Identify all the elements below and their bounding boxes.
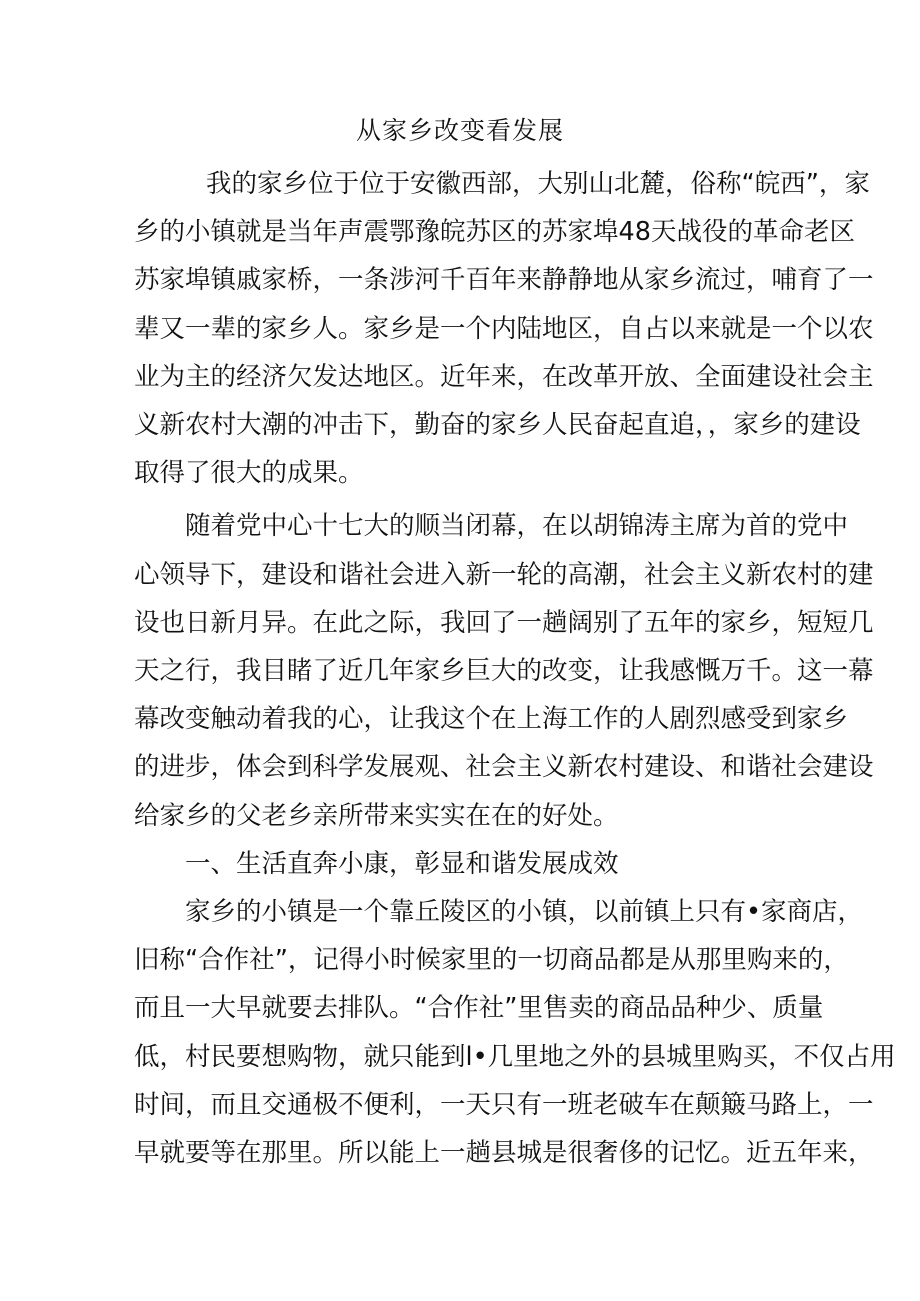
paragraph-line: 家乡的小镇是一个靠丘陵区的小镇，以前镇上只有•家商店，: [185, 897, 864, 928]
paragraph-line: 给家乡的父老乡亲所带来实实在在的好处。: [134, 800, 619, 831]
paragraph-line: 我的家乡位于位于安徽西部，大别山北麓，俗称“皖西”，家: [206, 169, 870, 199]
section-heading: [134, 840, 790, 888]
paragraph-line: 的进步，体会到科学发展观、社会主义新农村建设、和谐社会建设: [134, 752, 874, 783]
paragraph-line: 幕改变触动着我的心，让我这个在上海工作的人剧烈感受到家乡: [134, 704, 849, 735]
paragraph-line: 早就要等在那里。所以能上一趟县城是很奢侈的记忆。近五年来，: [134, 1138, 874, 1169]
paragraph-line: 时间，而且交通极不便利，一天只有一班老破车在颠簸马路上，一: [134, 1089, 874, 1120]
paragraph-2: [134, 502, 874, 839]
paragraph-line: 辈又一辈的家乡人。家乡是一个内陆地区，自占以来就是一个以农: [134, 313, 874, 344]
section-heading-text: 一、生活直奔小康，彰显和谐发展成效: [185, 848, 619, 879]
paragraph-3: [134, 888, 896, 1177]
paragraph-line: 天之行，我目睹了近几年家乡巨大的改变，让我感慨万千。这一幕: [134, 656, 874, 687]
paragraph-line: 旧称“合作社”，记得小时候家里的一切商品都是从那里购来的，: [134, 945, 849, 976]
paragraph-line: 义新农村大潮的冲击下，勤奋的家乡人民奋起直追，，家乡的建设: [134, 410, 861, 441]
paragraph-line: 取得了很大的成果。: [134, 458, 364, 489]
paragraph-line: 心领导下，建设和谐社会进入新一轮的高潮，社会主义新农村的建: [134, 559, 874, 590]
paragraph-line: 苏家埠镇戚家桥，一条涉河千百年来静静地从家乡流过，哺育了一: [134, 265, 874, 296]
paragraph-line: 设也日新月异。在此之际，我回了一趟阔别了五年的家乡，短短几: [134, 607, 874, 638]
paragraph-line: 乡的小镇就是当年声震鄂豫皖苏区的苏家埠48天战役的革命老区: [134, 217, 855, 248]
document-body: [134, 160, 896, 1177]
paragraph-line: 业为主的经济欠发达地区。近年来，在改革开放、全面建设社会主: [134, 361, 874, 392]
document-title: 从家乡改变看发展: [355, 116, 564, 145]
paragraph-line: 低，村民要想购物，就只能到l•几里地之外的县城里购买，不仅占用: [134, 1041, 896, 1072]
paragraph-1: [134, 160, 874, 497]
paragraph-line: 随着党中心十七大的顺当闭幕，在以胡锦涛主席为首的党中: [185, 511, 849, 542]
paragraph-line: 而且一大早就要去排队。“合作社”里售卖的商品品种少、质量: [134, 993, 824, 1024]
